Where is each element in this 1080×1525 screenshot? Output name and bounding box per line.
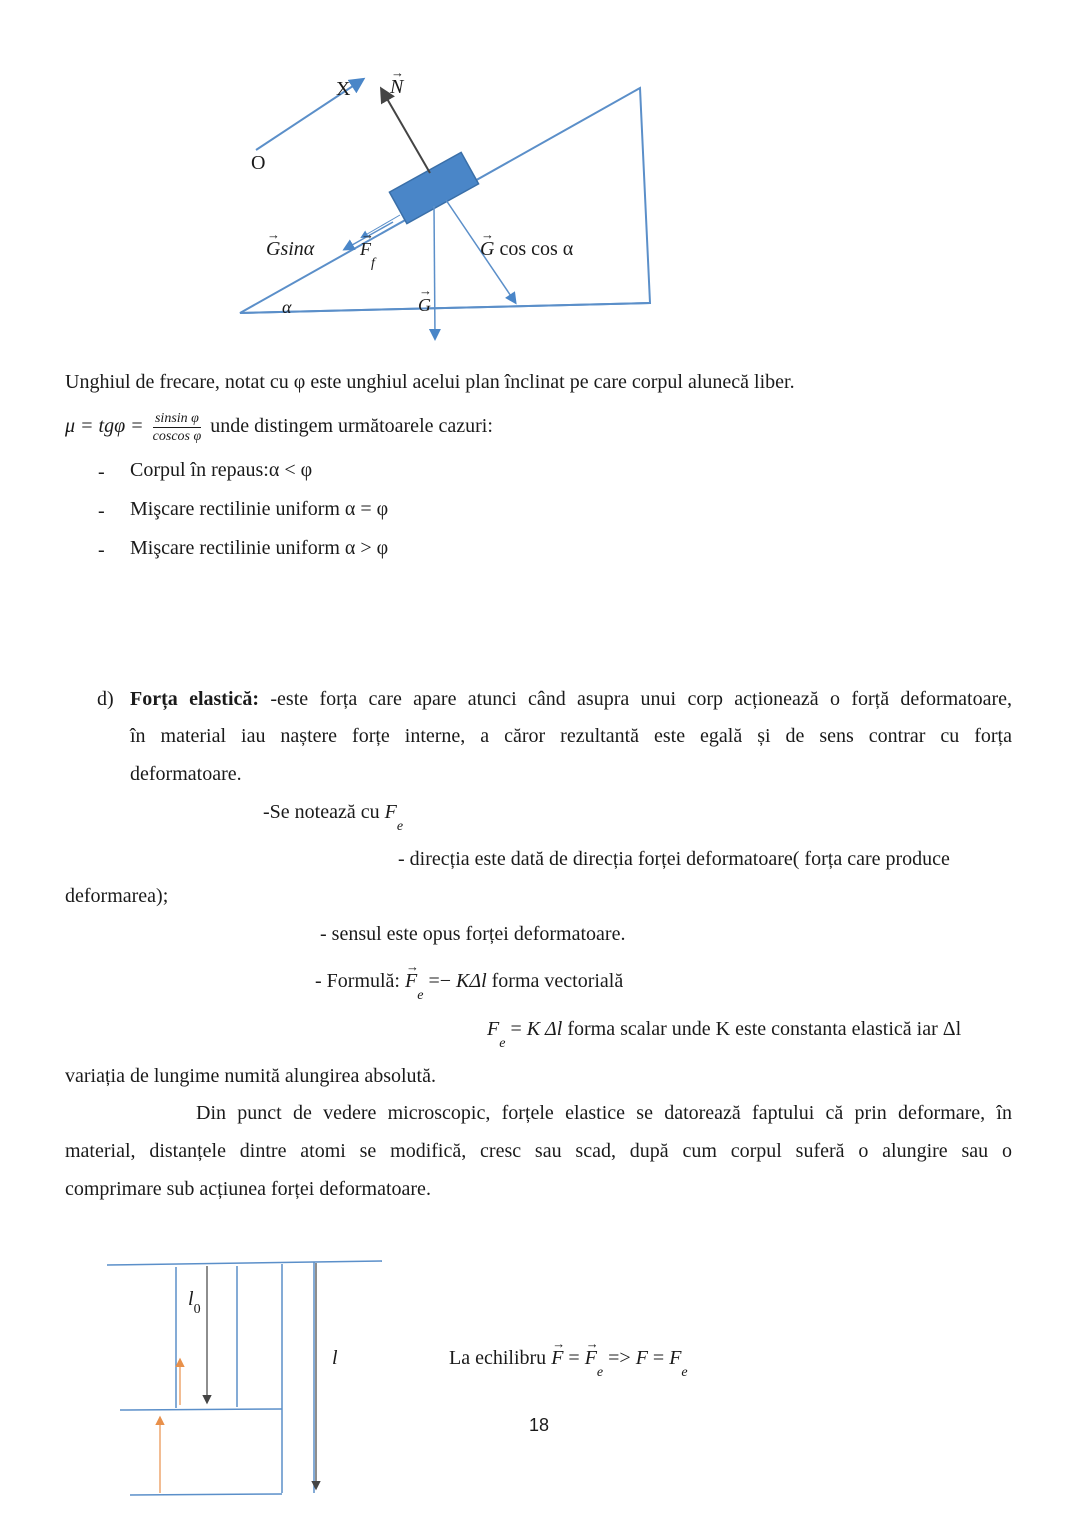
rest-level-line — [120, 1409, 282, 1410]
elastic-title: Forța elastică: — [130, 688, 260, 710]
friction-fraction: $\frac{\text{sinsin φ}}{\text{coscos φ}}$ — [152, 411, 202, 444]
bullet-item: Mişcare rectilinie uniform α > φ — [130, 537, 389, 559]
friction-formula: μ = tgφ = $\frac{\text{sinsin φ}}{\text{coscos φ}}$ unde distingem următoarele cazuri: — [65, 411, 493, 444]
label-n: → N — [390, 76, 403, 98]
label-l: l — [332, 1347, 338, 1369]
bullet-item: Mişcare rectilinie uniform α = φ — [130, 498, 389, 520]
normal-force-arrow — [382, 90, 430, 173]
bullet-marker: - — [98, 500, 105, 522]
elastic-sense: - sensul este opus forței deformatoare. — [320, 923, 626, 945]
bullet-marker: - — [98, 539, 105, 561]
micro-line-2: material, distanțele dintre atomi se modifică, cresc sau scad, după cum corpul suferă o alungire sau o — [65, 1140, 1012, 1162]
bullet-item: Corpul în repaus:α < φ — [130, 459, 313, 481]
elastic-line-3: deformatoare. — [130, 763, 242, 785]
ceiling-line — [107, 1261, 382, 1265]
label-x: X — [336, 78, 351, 100]
friction-angle-text: Unghiul de frecare, notat cu φ este unghiul acelui plan înclinat pe care corpul alunecă liber. — [65, 371, 795, 393]
label-g: → G — [418, 294, 431, 316]
label-gsina: → Gsinα — [266, 238, 314, 260]
elastic-direction-cont: deformarea); — [65, 885, 169, 907]
stretched-level-line — [130, 1494, 282, 1495]
label-o: O — [251, 152, 266, 174]
page-number: 18 — [529, 1415, 550, 1435]
label-alpha: α — [282, 297, 292, 317]
elastic-line-2: în material iau naștere forțe interne, a căror rezultantă este egală și de sens contrar cu forța — [130, 725, 1012, 747]
elastic-notation: -Se notează cu $F_e$ — [263, 801, 404, 834]
micro-line-1: Din punct de vedere microscopic, forțele elastice se datorează faptului că prin deformare, în — [196, 1102, 1012, 1124]
bullet-marker: - — [98, 461, 105, 483]
label-l0: $l_0$ — [188, 1288, 201, 1317]
ground-line — [240, 303, 650, 313]
elastic-formula-scalar: $F_e = K$ Δl forma scalar unde K este constanta elastică iar Δl — [487, 1018, 962, 1051]
equilibrium-formula: La echilibru → F = → $F_e => F = F_e$ — [449, 1346, 688, 1373]
elastic-formula-vector: - Formulă: → $F_e =- K\Delta l$ forma vectorială — [315, 969, 623, 996]
elastic-scalar-cont: variația de lungime numită alungirea absolută. — [65, 1065, 436, 1087]
elastic-line-1: Forța elastică: -este forța care apare atunci când asupra unui corp acționează o forță deformatoare, — [130, 688, 1013, 710]
weight-arrow — [434, 206, 435, 338]
elastic-direction: - direcția este dată de direcția forței deformatoare( forța care produce — [398, 848, 950, 870]
section-marker: d) — [97, 688, 114, 710]
label-gcos: → G cos cos α — [480, 238, 573, 260]
micro-line-3: comprimare sub acțiunea forței deformatoare. — [65, 1178, 431, 1200]
label-ff: → $F_f$ — [360, 238, 375, 263]
